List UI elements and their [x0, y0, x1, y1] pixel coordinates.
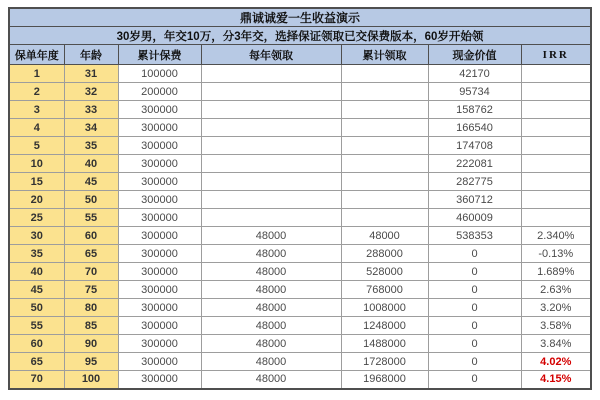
- cell-cash: 0: [428, 353, 521, 371]
- cell-premium: 300000: [118, 245, 201, 263]
- table-row: [9, 119, 591, 137]
- cell-age: 50: [64, 191, 118, 209]
- cell-age: 90: [64, 335, 118, 353]
- cell-annual: [201, 83, 341, 101]
- cell-irr: 4.15%: [521, 371, 591, 389]
- cell-year: 25: [9, 209, 64, 227]
- cell-cash: 282775: [428, 173, 521, 191]
- cell-age: 60: [64, 227, 118, 245]
- cell-age: 55: [64, 209, 118, 227]
- cell-cash: 460009: [428, 209, 521, 227]
- column-header-row: [9, 45, 591, 65]
- cell-premium: 300000: [118, 281, 201, 299]
- cell-age: 32: [64, 83, 118, 101]
- table-title-row: [9, 8, 591, 27]
- cell-annual: [201, 155, 341, 173]
- column-header-age: 年龄: [64, 45, 118, 65]
- cell-premium: 300000: [118, 335, 201, 353]
- cell-age: 33: [64, 101, 118, 119]
- cell-cash: 174708: [428, 137, 521, 155]
- cell-year: 2: [9, 83, 64, 101]
- cell-premium: 300000: [118, 299, 201, 317]
- benefit-table-sheet: [8, 7, 592, 390]
- table-row: [9, 227, 591, 245]
- table-row: [9, 353, 591, 371]
- cell-irr: 3.20%: [521, 299, 591, 317]
- cell-irr: [521, 119, 591, 137]
- cell-cumulative: [341, 65, 428, 83]
- cell-annual: 48000: [201, 263, 341, 281]
- cell-cash: 0: [428, 299, 521, 317]
- cell-cash: 0: [428, 317, 521, 335]
- table-row: [9, 317, 591, 335]
- cell-cash: 0: [428, 281, 521, 299]
- table-row: [9, 173, 591, 191]
- table-row: [9, 155, 591, 173]
- cell-annual: 48000: [201, 299, 341, 317]
- cell-cumulative: 1968000: [341, 371, 428, 389]
- cell-cash: 538353: [428, 227, 521, 245]
- cell-age: 85: [64, 317, 118, 335]
- table-row: [9, 209, 591, 227]
- cell-cash: 0: [428, 335, 521, 353]
- cell-age: 45: [64, 173, 118, 191]
- cell-premium: 300000: [118, 101, 201, 119]
- table-body: [9, 65, 591, 389]
- cell-cumulative: 1488000: [341, 335, 428, 353]
- cell-cumulative: 1728000: [341, 353, 428, 371]
- cell-cash: 222081: [428, 155, 521, 173]
- cell-age: 75: [64, 281, 118, 299]
- cell-cumulative: [341, 209, 428, 227]
- cell-irr: [521, 83, 591, 101]
- table-row: [9, 335, 591, 353]
- cell-annual: 48000: [201, 245, 341, 263]
- cell-irr: [521, 209, 591, 227]
- cell-year: 50: [9, 299, 64, 317]
- cell-year: 40: [9, 263, 64, 281]
- cell-annual: [201, 65, 341, 83]
- column-header-cumulative-withdrawal: 累计领取: [341, 45, 428, 65]
- cell-annual: 48000: [201, 227, 341, 245]
- cell-cash: 360712: [428, 191, 521, 209]
- table-title: 鼎诚诚爱一生收益演示: [9, 8, 591, 27]
- cell-irr: [521, 173, 591, 191]
- cell-cumulative: 288000: [341, 245, 428, 263]
- table-row: [9, 245, 591, 263]
- cell-premium: 300000: [118, 317, 201, 335]
- cell-year: 30: [9, 227, 64, 245]
- table-subtitle-row: [9, 27, 591, 45]
- cell-irr: 4.02%: [521, 353, 591, 371]
- cell-year: 10: [9, 155, 64, 173]
- column-header-annual-withdrawal: 每年领取: [201, 45, 341, 65]
- cell-irr: 2.63%: [521, 281, 591, 299]
- table-row: [9, 137, 591, 155]
- cell-annual: [201, 137, 341, 155]
- cell-year: 15: [9, 173, 64, 191]
- cell-irr: [521, 101, 591, 119]
- cell-annual: 48000: [201, 335, 341, 353]
- cell-annual: [201, 209, 341, 227]
- cell-premium: 300000: [118, 353, 201, 371]
- cell-irr: [521, 65, 591, 83]
- cell-irr: 1.689%: [521, 263, 591, 281]
- cell-cumulative: 768000: [341, 281, 428, 299]
- cell-year: 45: [9, 281, 64, 299]
- table-row: [9, 371, 591, 389]
- cell-cash: 0: [428, 263, 521, 281]
- cell-cumulative: 1008000: [341, 299, 428, 317]
- cell-year: 4: [9, 119, 64, 137]
- cell-premium: 100000: [118, 65, 201, 83]
- cell-premium: 300000: [118, 173, 201, 191]
- cell-premium: 300000: [118, 227, 201, 245]
- cell-age: 31: [64, 65, 118, 83]
- benefit-table: [8, 7, 592, 390]
- column-header-policy-year: 保单年度: [9, 45, 64, 65]
- cell-year: 20: [9, 191, 64, 209]
- cell-annual: [201, 119, 341, 137]
- cell-cash: 42170: [428, 65, 521, 83]
- cell-cumulative: [341, 83, 428, 101]
- cell-cumulative: [341, 101, 428, 119]
- cell-irr: 2.340%: [521, 227, 591, 245]
- cell-premium: 300000: [118, 137, 201, 155]
- table-subtitle: 30岁男，年交10万，分3年交，选择保证领取已交保费版本，60岁开始领: [9, 27, 591, 45]
- cell-cash: 0: [428, 245, 521, 263]
- table-row: [9, 101, 591, 119]
- cell-year: 65: [9, 353, 64, 371]
- cell-year: 1: [9, 65, 64, 83]
- cell-age: 35: [64, 137, 118, 155]
- cell-cumulative: [341, 191, 428, 209]
- column-header-irr: IRR: [521, 45, 591, 65]
- cell-age: 40: [64, 155, 118, 173]
- cell-annual: [201, 191, 341, 209]
- table-row: [9, 263, 591, 281]
- cell-premium: 300000: [118, 191, 201, 209]
- cell-cash: 166540: [428, 119, 521, 137]
- cell-cumulative: 48000: [341, 227, 428, 245]
- cell-cumulative: [341, 155, 428, 173]
- cell-annual: 48000: [201, 371, 341, 389]
- cell-premium: 300000: [118, 263, 201, 281]
- cell-irr: 3.84%: [521, 335, 591, 353]
- cell-year: 3: [9, 101, 64, 119]
- cell-age: 100: [64, 371, 118, 389]
- cell-cumulative: 528000: [341, 263, 428, 281]
- cell-irr: -0.13%: [521, 245, 591, 263]
- cell-premium: 300000: [118, 155, 201, 173]
- cell-cash: 95734: [428, 83, 521, 101]
- cell-cumulative: 1248000: [341, 317, 428, 335]
- table-row: [9, 191, 591, 209]
- cell-annual: 48000: [201, 317, 341, 335]
- cell-age: 34: [64, 119, 118, 137]
- cell-age: 65: [64, 245, 118, 263]
- cell-annual: 48000: [201, 353, 341, 371]
- table-row: [9, 65, 591, 83]
- cell-cash: 158762: [428, 101, 521, 119]
- column-header-cash-value: 现金价值: [428, 45, 521, 65]
- cell-age: 95: [64, 353, 118, 371]
- cell-cumulative: [341, 119, 428, 137]
- cell-age: 70: [64, 263, 118, 281]
- cell-premium: 300000: [118, 371, 201, 389]
- column-header-cumulative-premium: 累计保费: [118, 45, 201, 65]
- cell-annual: [201, 173, 341, 191]
- cell-irr: [521, 191, 591, 209]
- cell-irr: [521, 155, 591, 173]
- cell-year: 35: [9, 245, 64, 263]
- cell-year: 70: [9, 371, 64, 389]
- cell-premium: 300000: [118, 209, 201, 227]
- cell-annual: 48000: [201, 281, 341, 299]
- cell-annual: [201, 101, 341, 119]
- cell-year: 60: [9, 335, 64, 353]
- cell-year: 5: [9, 137, 64, 155]
- cell-cash: 0: [428, 371, 521, 389]
- cell-irr: [521, 137, 591, 155]
- cell-irr: 3.58%: [521, 317, 591, 335]
- cell-cumulative: [341, 137, 428, 155]
- cell-premium: 300000: [118, 119, 201, 137]
- cell-premium: 200000: [118, 83, 201, 101]
- table-row: [9, 83, 591, 101]
- cell-age: 80: [64, 299, 118, 317]
- cell-year: 55: [9, 317, 64, 335]
- cell-cumulative: [341, 173, 428, 191]
- table-row: [9, 299, 591, 317]
- table-row: [9, 281, 591, 299]
